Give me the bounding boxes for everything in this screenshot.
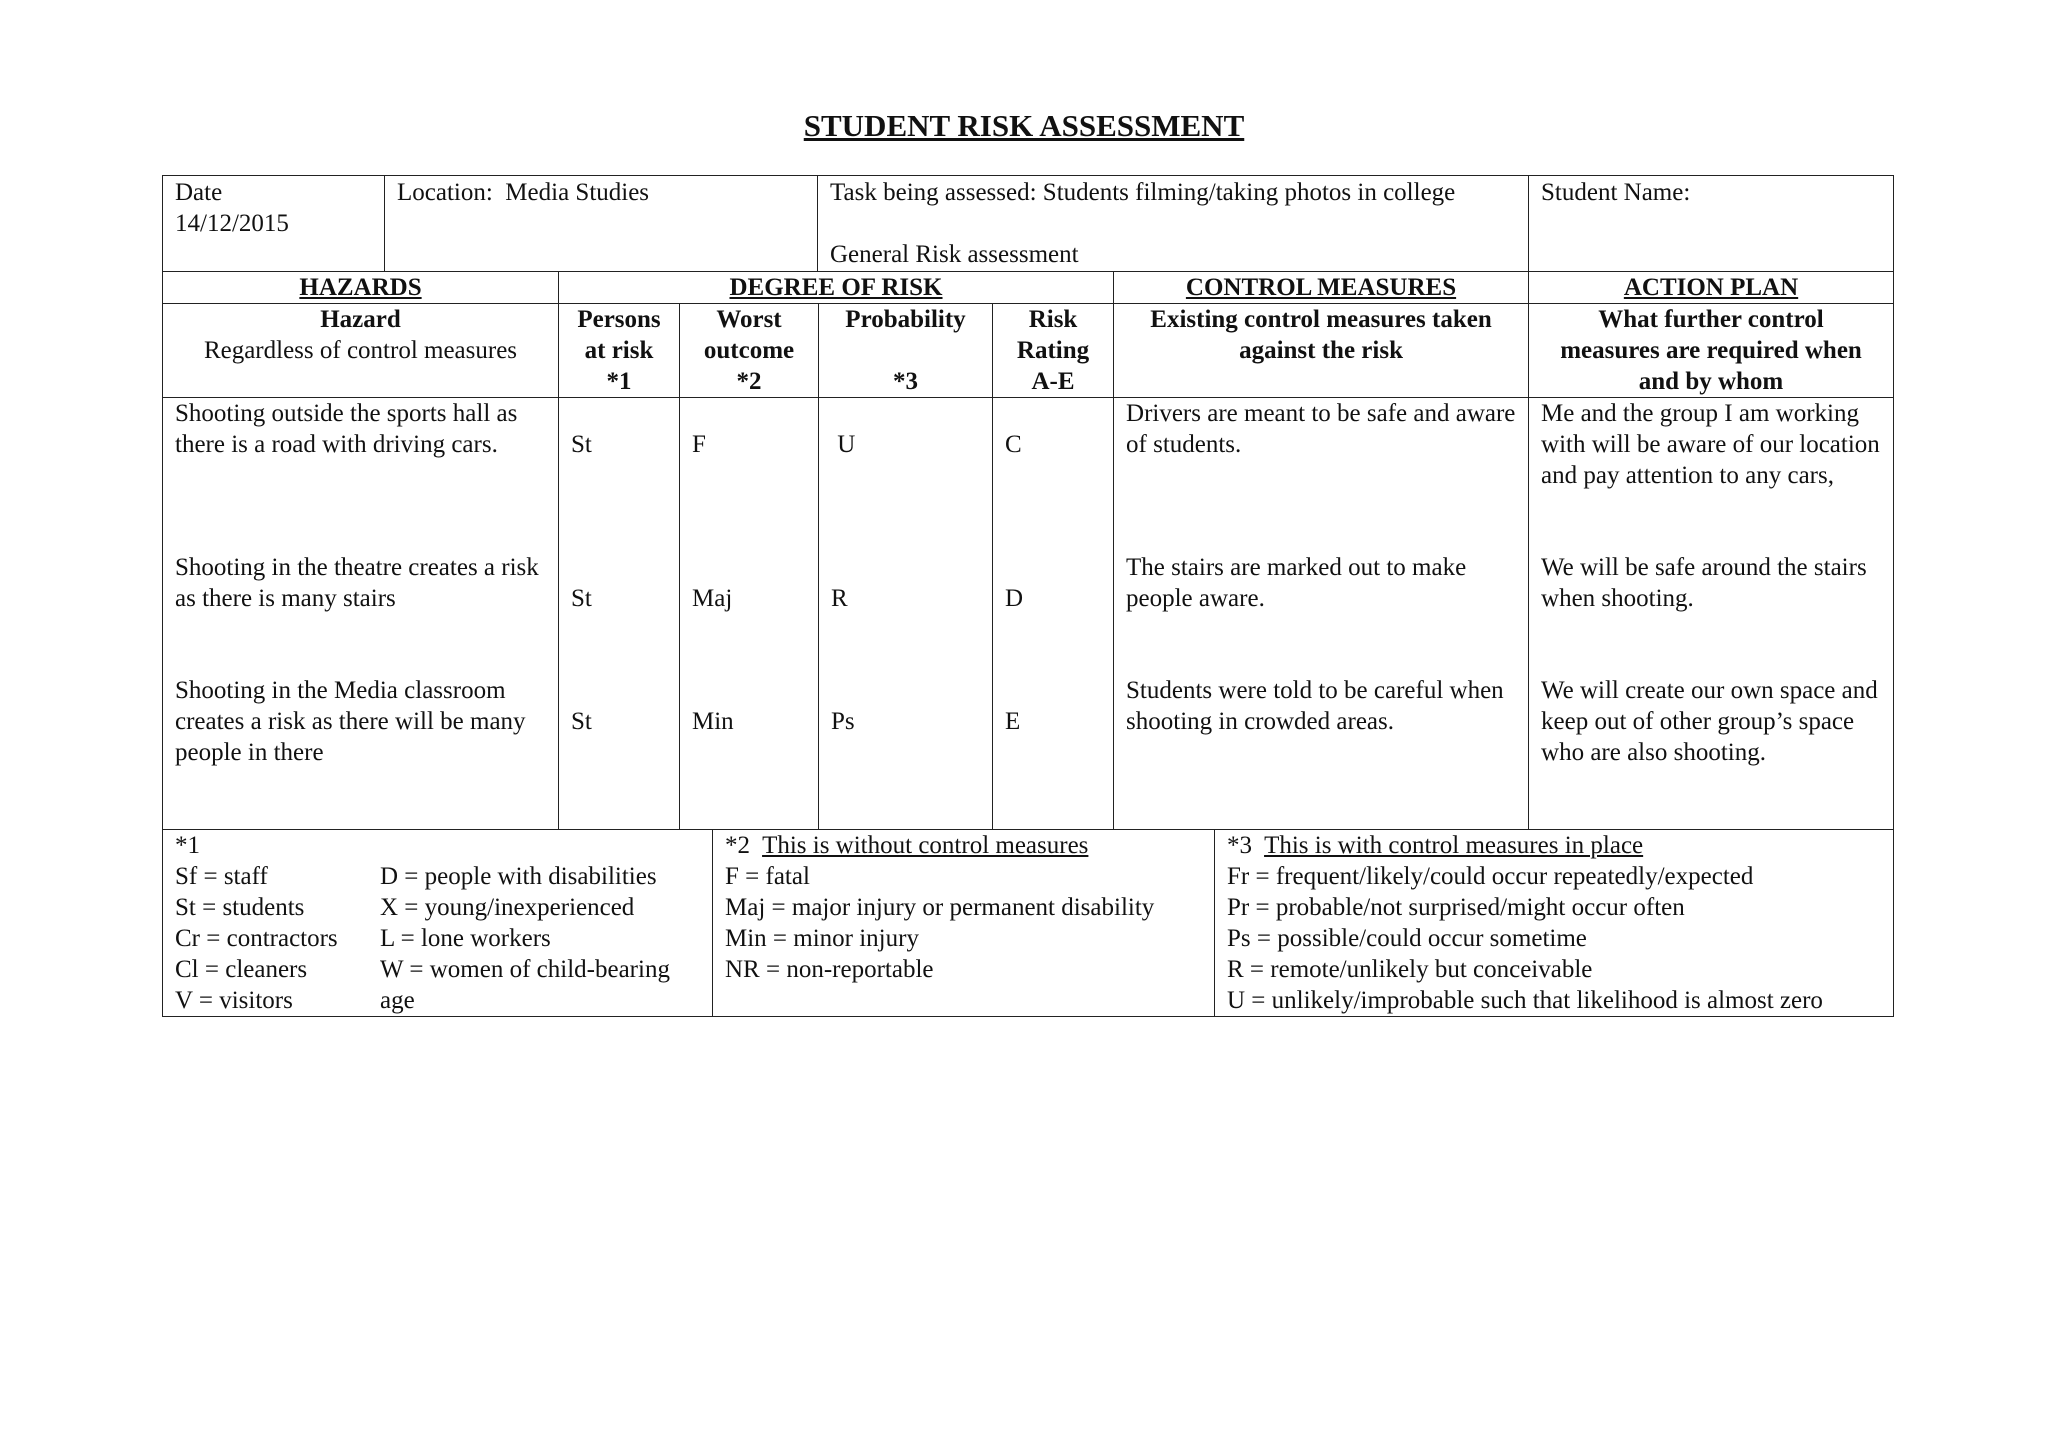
col-persons-at-risk — [559, 304, 680, 398]
legend-item: Pr = probable/not surprised/might occur often — [1227, 894, 1685, 921]
col-existing-control: Existing control measures taken against the risk — [1114, 304, 1529, 398]
persons-value: St — [571, 708, 592, 735]
risk-rating-value: E — [1005, 708, 1021, 735]
risk-table — [162, 271, 1894, 830]
legend-item: NR = non-reportable — [725, 956, 934, 983]
legend-item: L = lone workers — [380, 925, 551, 952]
col-probability — [819, 304, 993, 398]
action-plan-entry: We will be safe around the stairs when shooting. — [1541, 554, 1867, 612]
legend1-left-list — [175, 861, 380, 1016]
date-value: 14/12/2015 — [175, 210, 289, 237]
worst-outcome-value: Maj — [692, 585, 733, 612]
legend-item: Maj = major injury or permanent disability — [725, 894, 1155, 921]
col-worst-line2: outcome — [703, 337, 795, 364]
legend3-heading: This is with control measures in place — [1264, 832, 1644, 859]
action-plan-entry: Me and the group I am working with will be aware of our location and pay attention to any cars, — [1541, 400, 1880, 489]
action-plan-column — [1529, 398, 1894, 830]
legend1-right-list — [380, 861, 700, 1016]
legend-item: Cr = contractors — [175, 925, 338, 952]
section-control-measures: CONTROL MEASURES — [1114, 272, 1529, 304]
col-persons-line3: *1 — [606, 368, 632, 395]
hazard-entry: Shooting in the Media classroom creates a risk as there will be many people in there — [175, 677, 526, 766]
col-prob-line1: Probability — [845, 306, 966, 333]
probability-value: Ps — [831, 708, 855, 735]
persons-value: St — [571, 585, 592, 612]
task-text: Task being assessed: Students filming/taking photos in college — [830, 179, 1456, 206]
legend-item: Sf = staff — [175, 863, 268, 890]
legend-probability — [1215, 830, 1894, 1017]
probability-value: U — [831, 431, 856, 458]
col-worst-line3: *2 — [736, 368, 762, 395]
control-measure-entry: Students were told to be careful when shooting in crowded areas. — [1126, 677, 1504, 735]
col-rating-line2: Rating — [1016, 337, 1090, 364]
legend3-heading-line — [1227, 830, 1881, 861]
legend2-prefix: *2 — [725, 832, 763, 859]
hazards-column — [163, 398, 559, 830]
legend-table — [162, 829, 1894, 1017]
worst-outcome-value: Min — [692, 708, 734, 735]
section-degree-of-risk: DEGREE OF RISK — [559, 272, 1114, 304]
legend-persons-at-risk — [163, 830, 713, 1017]
col-hazard-subtitle: Regardless of control measures — [203, 337, 518, 364]
risk-rating-value: C — [1005, 431, 1022, 458]
hazard-entry: Shooting in the theatre creates a risk as there is many stairs — [175, 554, 539, 612]
student-name-cell — [1529, 176, 1894, 272]
legend2-heading: This is without control measures — [762, 832, 1089, 859]
persons-value: St — [571, 431, 592, 458]
control-measures-column — [1114, 398, 1529, 830]
document-title: STUDENT RISK ASSESSMENT — [803, 108, 1245, 143]
risk-assessment-form — [162, 175, 1893, 1017]
worst-outcome-column — [680, 398, 819, 830]
col-risk-rating — [993, 304, 1114, 398]
control-measure-entry: The stairs are marked out to make people aware. — [1126, 554, 1467, 612]
col-persons-line1: Persons — [577, 306, 661, 333]
col-further-control: What further control measures are required when and by whom — [1529, 304, 1894, 398]
location-text: Location: Media Studies — [397, 179, 650, 206]
header-table — [162, 175, 1894, 272]
col-rating-line3: A-E — [1031, 368, 1075, 395]
col-worst-outcome — [680, 304, 819, 398]
probability-column — [819, 398, 993, 830]
worst-outcome-value: F — [692, 431, 706, 458]
legend-item: W = women of child-bearing — [380, 956, 670, 983]
hazard-entry: Shooting outside the sports hall as there is a road with driving cars. — [175, 400, 518, 458]
legend-item: R = remote/unlikely but conceivable — [1227, 956, 1593, 983]
col-persons-line2: at risk — [584, 337, 654, 364]
task-cell — [818, 176, 1529, 272]
section-action-plan: ACTION PLAN — [1529, 272, 1894, 304]
col-rating-line1: Risk — [1028, 306, 1078, 333]
location-cell — [385, 176, 818, 272]
risk-rating-column — [993, 398, 1114, 830]
col-prob-line3: *3 — [893, 368, 918, 395]
control-measure-entry: Drivers are meant to be safe and aware of students. — [1126, 400, 1516, 458]
legend-item: Cl = cleaners — [175, 956, 308, 983]
legend3-prefix: *3 — [1227, 832, 1265, 859]
legend-item: age — [380, 987, 415, 1014]
legend-item: D = people with disabilities — [380, 863, 657, 890]
col-hazard — [163, 304, 559, 398]
section-hazards: HAZARDS — [163, 272, 559, 304]
legend-item: V = visitors — [175, 987, 293, 1014]
legend-item: U = unlikely/improbable such that likelihood is almost zero — [1227, 987, 1823, 1014]
student-name-label: Student Name: — [1541, 179, 1691, 206]
col-worst-line1: Worst — [716, 306, 782, 333]
date-label: Date — [175, 179, 223, 206]
legend-item: Min = minor injury — [725, 925, 919, 952]
date-cell — [163, 176, 385, 272]
legend-item: X = young/inexperienced — [380, 894, 635, 921]
general-risk-text: General Risk assessment — [830, 241, 1079, 268]
legend-worst-outcome — [713, 830, 1215, 1017]
persons-column — [559, 398, 680, 830]
legend2-heading-line — [725, 830, 1202, 861]
col-hazard-title: Hazard — [320, 306, 401, 333]
probability-value: R — [831, 585, 848, 612]
legend-item: Ps = possible/could occur sometime — [1227, 925, 1587, 952]
legend-item: St = students — [175, 894, 305, 921]
legend-item: Fr = frequent/likely/could occur repeatedly/expected — [1227, 863, 1754, 890]
legend1-heading: *1 — [175, 832, 200, 859]
legend-item: F = fatal — [725, 863, 810, 890]
action-plan-entry: We will create our own space and keep out of other group’s space who are also shooting. — [1541, 677, 1878, 766]
risk-rating-value: D — [1005, 585, 1024, 612]
